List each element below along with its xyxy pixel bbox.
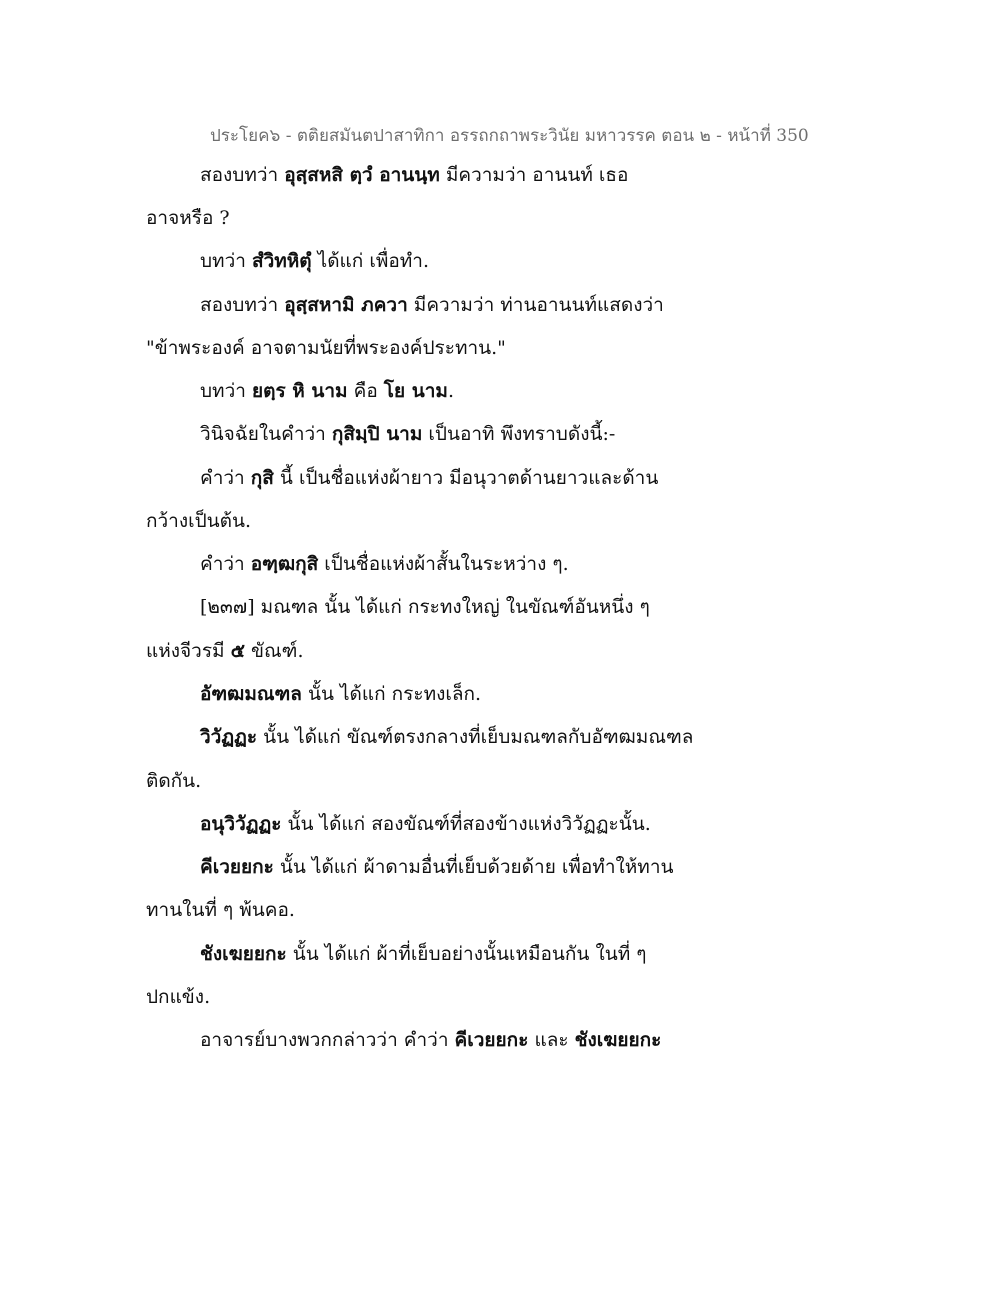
pali-term: กุสิ xyxy=(250,467,274,489)
pali-term: กุสิมฺปิ นาม xyxy=(331,423,423,445)
text-span: เป็นชื่อแห่งผ้าสั้นในระหว่าง ๆ. xyxy=(318,553,569,575)
text-line xyxy=(200,724,693,750)
text-span: คำว่า xyxy=(200,553,251,575)
text-line xyxy=(146,638,303,664)
text-line: ทานในที่ ๆ พ้นคอ. xyxy=(146,899,295,921)
text-span: มีความว่า ท่านอานนท์แสดงว่า xyxy=(407,294,664,316)
text-span: นั้น ได้แก่ ขัณฑ์ตรงกลางที่เย็บมณฑลกับอัฑฒมณฑล xyxy=(257,726,694,748)
pali-term: สํวิทหิตุํ xyxy=(251,250,312,272)
running-header: ประโยค๖ - ตติยสมันตปาสาทิกา อรรถกถาพระวินัย มหาวรรค ตอน ๒ - หน้าที่ 350 xyxy=(210,126,809,146)
text-line: "ข้าพระองค์ อาจตามนัยที่พระองค์ประทาน." xyxy=(146,337,506,359)
text-span: ขัณฑ์. xyxy=(245,640,304,662)
pali-term: อฑฺฒกุสิ xyxy=(250,553,319,575)
pali-term: อุสฺสหสิ ตฺวํ อานนฺท xyxy=(284,164,440,186)
text-line xyxy=(200,854,673,880)
pali-term: คีเวยยกะ xyxy=(454,1029,529,1051)
text-span: บทว่า xyxy=(200,250,252,272)
text-line xyxy=(200,1027,661,1053)
text-line xyxy=(200,811,651,837)
text-span: . xyxy=(447,380,454,402)
pali-term: คีเวยยกะ xyxy=(200,856,274,878)
text-span: คำว่า xyxy=(200,467,251,489)
text-span: นั้น ได้แก่ สองขัณฑ์ที่สองข้างแห่งวิวัฏฏะนั้น. xyxy=(281,813,651,835)
text-line: ติดกัน. xyxy=(146,770,202,792)
text-line xyxy=(200,378,454,404)
pali-term: อุสฺสหามิ ภควา xyxy=(284,294,408,316)
text-span: คือ xyxy=(347,380,384,402)
text-line xyxy=(200,551,569,577)
text-line xyxy=(200,421,615,447)
text-span: สองบทว่า xyxy=(200,294,285,316)
text-span: อาจารย์บางพวกกล่าวว่า คำว่า xyxy=(200,1029,455,1051)
text-span: นั้น ได้แก่ ผ้าที่เย็บอย่างนั้นเหมือนกัน ในที่ ๆ xyxy=(286,943,647,965)
pali-term: อนุวิวัฏฏะ xyxy=(200,813,282,835)
text-line: ปกแข้ง. xyxy=(146,986,211,1008)
pali-term: ชังเฆยยกะ xyxy=(200,943,287,965)
text-line xyxy=(200,681,481,707)
text-span: มีความว่า อานนท์ เธอ xyxy=(439,164,629,186)
text-span: นั้น ได้แก่ กระทงเล็ก. xyxy=(301,683,482,705)
text-line xyxy=(200,941,646,967)
text-line xyxy=(200,292,664,318)
pali-term: อัฑฒมณฑล xyxy=(200,683,302,705)
text-line xyxy=(200,248,429,274)
pali-term: ชังเฆยยกะ xyxy=(574,1029,662,1051)
pali-term: ๕ xyxy=(230,640,246,662)
text-span: สองบทว่า xyxy=(200,164,285,186)
text-span: นั้น ได้แก่ ผ้าดามอื่นที่เย็บด้วยด้าย เพื่อทำให้ทาน xyxy=(273,856,674,878)
text-span: วินิจฉัยในคำว่า xyxy=(200,423,332,445)
text-line xyxy=(200,162,628,188)
text-line xyxy=(200,465,658,491)
text-span: นี้ เป็นชื่อแห่งผ้ายาว มีอนุวาตด้านยาวและด้าน xyxy=(273,467,659,489)
text-span: ได้แก่ เพื่อทำ. xyxy=(311,250,430,272)
text-span: บทว่า xyxy=(200,380,252,402)
text-line: อาจหรือ ? xyxy=(146,207,230,229)
text-span: และ xyxy=(528,1029,575,1051)
text-span: เป็นอาทิ พึงทราบดังนี้:- xyxy=(422,423,616,445)
pali-term: โย นาม xyxy=(383,380,448,402)
pali-term: วิวัฏฏะ xyxy=(200,726,258,748)
text-line: กว้างเป็นต้น. xyxy=(146,510,252,532)
text-span: แห่งจีวรมี xyxy=(146,640,231,662)
pali-term: ยตฺร หิ นาม xyxy=(251,380,348,402)
text-line: [๒๓๗] มณฑล นั้น ได้แก่ กระทงใหญ่ ในขัณฑ์อันหนึ่ง ๆ xyxy=(200,596,650,618)
